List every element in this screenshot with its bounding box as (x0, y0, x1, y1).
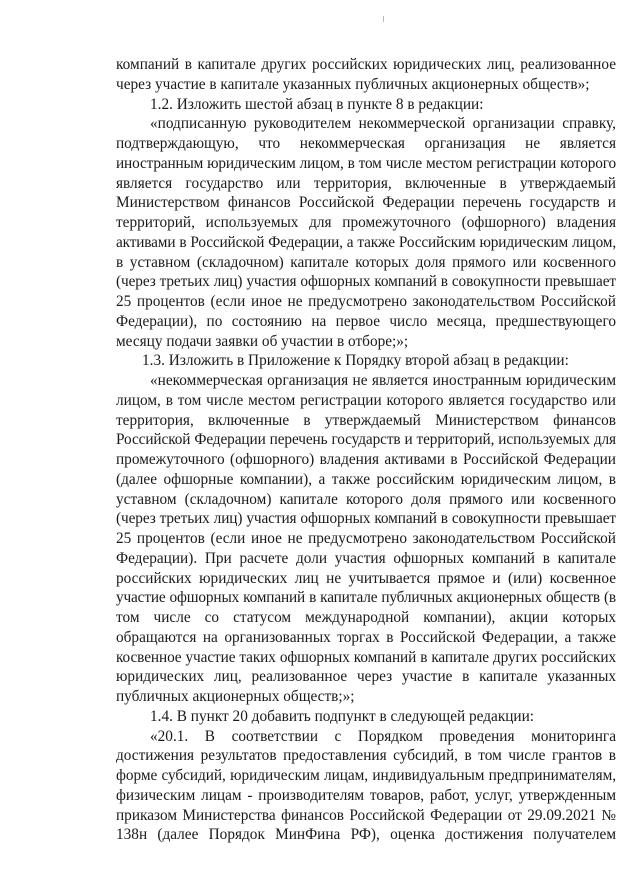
document-line: 1.4. В пункт 20 добавить подпункт в следующей редакции: (150, 707, 535, 725)
document-line: физическим лицам - производителям товаров, работ, услуг, утвержденным (116, 786, 616, 804)
document-line: иностранным юридическим лицом, в том числе местом регистрации которого (116, 154, 616, 172)
scan-speck (383, 16, 384, 22)
document-line: в уставном (складочном) капитале которых доля прямого или косвенного (116, 253, 616, 271)
document-line: косвенное участие таких офшорных компаний в капитале других российских (116, 648, 616, 666)
document-line: 138н (далее Порядок МинФина РФ), оценка достижения получателем (116, 826, 616, 844)
document-line: (через третьих лиц) участия офшорных компаний в совокупности превышает (116, 510, 616, 528)
document-line: активами в Российской Федерации, а также Российским юридическим лицом, (116, 233, 616, 251)
document-line: Федерации). При расчете доли участия офшорных компаний в капитале (116, 549, 616, 567)
document-line: (через третьих лиц) участия офшорных компаний в совокупности превышает (116, 273, 616, 291)
document-line: Российской Федерации перечень государств и территорий, используемых для (116, 431, 616, 449)
document-line: обращаются на организованных торгах в Российской Федерации, а также (116, 628, 616, 646)
document-line: Федерации), по состоянию на первое число месяца, предшествующего (116, 312, 616, 330)
document-line: том числе со статусом международной компании), акции которых (116, 609, 616, 626)
document-line: 1.3. Изложить в Приложение к Порядку второй абзац в редакции: (142, 352, 569, 370)
document-line: «20.1. В соответствии с Порядком проведения мониторинга (150, 727, 616, 745)
document-line: через участие в капитале указанных публичных акционерных обществ»; (116, 75, 590, 93)
document-line: месяцу подачи заявки об участии в отборе;»; (116, 332, 409, 350)
document-line: является государство или территория, включенные в утверждаемый (116, 174, 616, 192)
document-line: территория, включенные в утверждаемый Министерством финансов (116, 411, 616, 429)
document-line: «подписанную руководителем некоммерческой организации справку, (150, 115, 616, 133)
document-line: публичных акционерных обществ;»; (116, 688, 355, 705)
document-body (116, 55, 616, 845)
document-line: территорий, используемых для промежуточного (офшорного) владения (116, 214, 616, 231)
document-line: Министерством финансов Российской Федерации перечень государств и (116, 194, 616, 212)
document-line: российских юридических лиц не учитывается прямое и (или) косвенное (116, 569, 616, 587)
document-line: (далее офшорные компании), а также российским юридическим лицом, в (116, 470, 616, 488)
document-line: подтверждающую, что некоммерческая организация не является (116, 135, 616, 152)
document-line: лицом, в том числе местом регистрации которого является государство или (116, 391, 616, 409)
document-line: юридических лиц, реализованное через участие в капитале указанных (116, 668, 616, 686)
document-line: 25 процентов (если иное не предусмотрено законодательством Российской (116, 293, 616, 310)
document-line: 1.2. Изложить шестой абзац в пункте 8 в редакции: (150, 95, 484, 113)
document-line: промежуточного (офшорного) владения активами в Российской Федерации (116, 451, 616, 468)
document-line: приказом Министерства финансов Российской Федерации от 29.09.2021 № (116, 806, 616, 824)
document-line: форме субсидий, юридическим лицам, индивидуальным предпринимателям, (116, 767, 616, 784)
document-line: уставном (складочном) капитале которого доля прямого или косвенного (116, 490, 616, 508)
document-line: «некоммерческая организация не является иностранным юридическим (150, 372, 616, 389)
document-line: 25 процентов (если иное не предусмотрено законодательством Российской (116, 530, 616, 547)
document-line: компаний в капитале других российских юридических лиц, реализованное (116, 56, 616, 73)
document-line: достижения результатов предоставления субсидий, в том числе грантов в (116, 747, 616, 765)
document-line: участие офшорных компаний в капитале публичных акционерных обществ (в (116, 589, 616, 607)
